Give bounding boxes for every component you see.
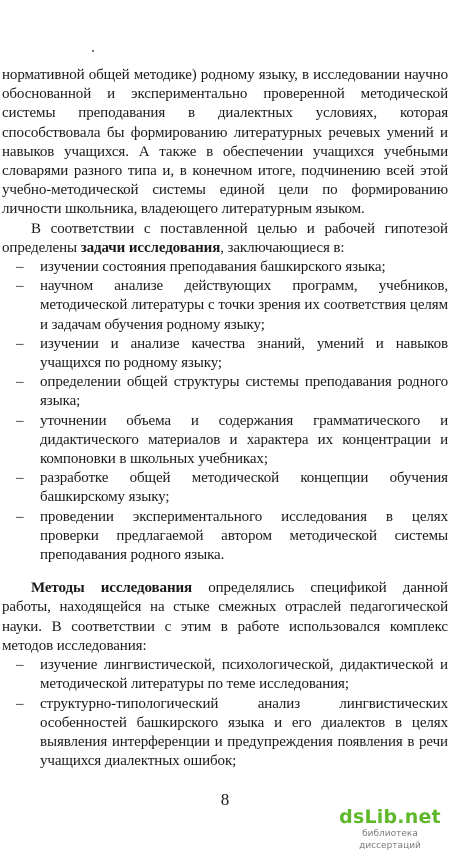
tasks-intro-text: В соответствии с поставленной целью и рабочей гипотезой определены — [2, 220, 448, 256]
paragraph-continuation: нормативной общей методике) родному языку, в исследовании научно обоснованной и экспериментально проверенной методической системы преподавания в диалектных условиях, которая способствовала бы формированию литературных речевых умений и навыков учащихся. А также в обеспечении учащихся учебными словарями разного типа и, в конечном итоге, подчинению всей этой учебно-методической системы единой цели по формированию личности школьника, владеющего литературным языком. — [2, 67, 448, 218]
list-item — [2, 373, 448, 411]
list-dash: – — [16, 695, 24, 712]
list-item — [2, 469, 448, 507]
list-item-text: разработке общей методической концепции обучения башкирскому языку; — [40, 470, 448, 506]
list-item — [2, 656, 448, 694]
paragraph-methods-intro — [2, 579, 448, 656]
watermark — [336, 806, 444, 852]
list-item-text: определении общей структуры системы преподавания родного языка; — [40, 374, 448, 410]
list-item — [2, 335, 448, 373]
list-item — [2, 508, 448, 566]
tasks-heading: задачи исследования — [80, 239, 221, 256]
list-item-text: структурно-типологический анализ лингвистических особенностей башкирского языка и его диалектов в целях выявления интерференции и предупреждения появления в речи учащихся диалектных ошибок; — [40, 695, 448, 770]
list-item — [2, 695, 448, 772]
list-dash: – — [16, 508, 24, 525]
list-item-text: изучении состояния преподавания башкирского языка; — [40, 259, 386, 276]
scan-speck — [92, 50, 94, 52]
list-dash: – — [16, 335, 24, 352]
page-number: 8 — [220, 790, 230, 809]
list-dash: – — [16, 278, 24, 295]
body-text — [2, 66, 448, 771]
list-item — [2, 277, 448, 335]
watermark-subtitle: библиотека диссертаций — [359, 829, 421, 851]
list-dash: – — [16, 657, 24, 674]
list-item-text: проведении экспериментального исследования в целях проверки предлагаемой автором методической системы преподавания родного языка. — [40, 508, 448, 564]
tasks-intro-end: , заключающиеся в: — [220, 239, 345, 256]
tasks-list — [2, 258, 448, 565]
list-item-text: научном анализе действующих программ, учебников, методической литературы с точки зрения их соответствия целям и задачам обучения родному языку; — [40, 278, 448, 333]
list-item — [2, 258, 448, 277]
list-item — [2, 412, 448, 470]
list-dash: – — [16, 412, 24, 429]
list-item-text: изучении и анализе качества знаний, умений и навыков учащихся по родному языку; — [40, 335, 448, 372]
list-dash: – — [16, 374, 24, 391]
list-dash: – — [16, 470, 24, 487]
list-item-text: уточнении объема и содержания грамматического и дидактического материалов и характера их концентрации и компоновки в школьных учебниках; — [40, 412, 448, 468]
methods-intro-text: определялись спецификой данной работы, находящейся на стыке смежных отраслей педагогической науки. В соответствии с этим в работе использовался комплекс методов исследования: — [2, 580, 448, 654]
paragraph-tasks-intro — [2, 220, 448, 258]
list-item-text: изучение лингвистической, психологической, дидактической и методической литературы по теме исследования; — [40, 657, 448, 693]
list-dash: – — [16, 259, 24, 276]
methods-list — [2, 656, 448, 771]
watermark-logo: dsLib.net — [339, 806, 441, 828]
methods-heading: Методы исследования — [31, 580, 193, 597]
